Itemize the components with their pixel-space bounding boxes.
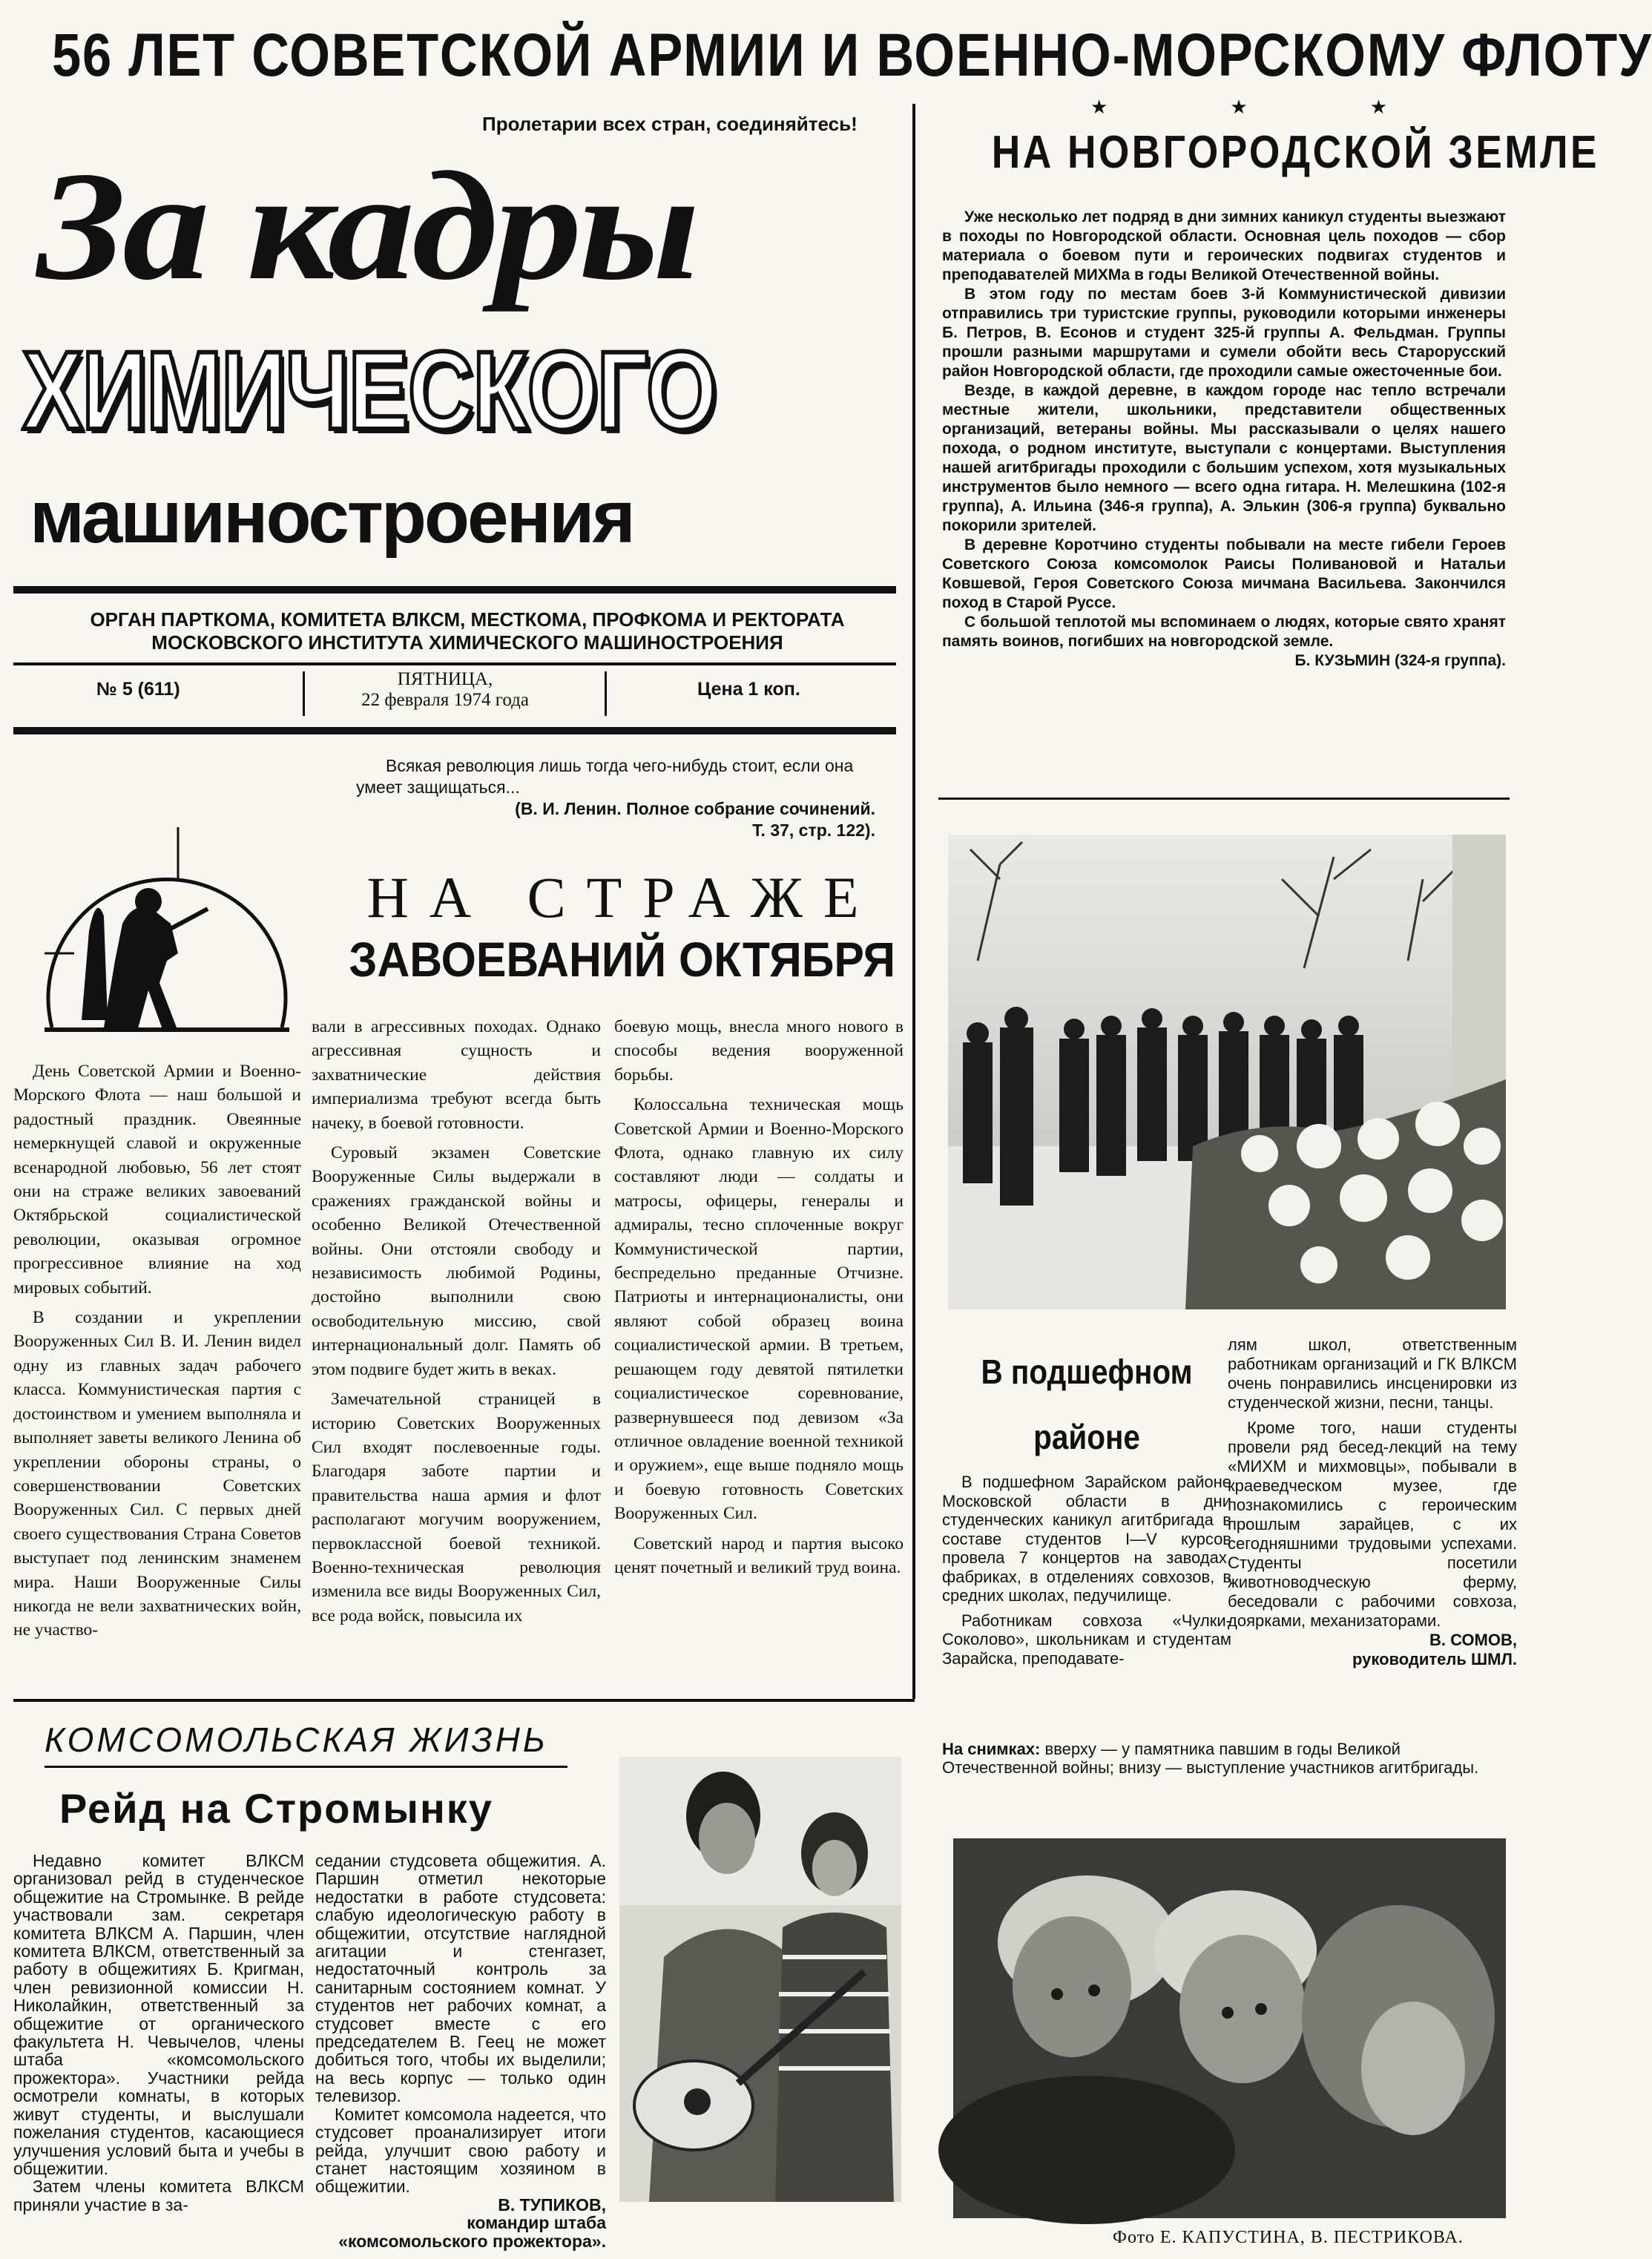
masthead-line2: ХИМИЧЕСКОГО (22, 328, 717, 453)
novgorod-p3: Везде, в каждой деревне, в каждом городе нас тепло встречали местные жители, школьники, представители общественных организаций, ветераны войны. Мы рассказывали о целях нашего похода, о родном институте, выступали с концертами. Выступления нашей агитбригады проходили с большим успехом, хотя музыкальных инструментов было немного — всего одна гитара. Н. Мелешкина (102-я группа), А. Ильина (346-я группа), А. Элькин (306-я группа) буквально покорили зрителей. (942, 382, 1506, 534)
patronage-col2 (1228, 1335, 1517, 1669)
komsomol-col1 (13, 1852, 304, 2214)
anniversary-banner: 56 ЛЕТ СОВЕТСКОЙ АРМИИ И ВОЕННО-МОРСКОМУ ФЛОТУ (52, 22, 1652, 89)
patronage-col1 (942, 1473, 1231, 1668)
rubric-underline (45, 1766, 567, 1768)
novgorod-p2: В этом году по местам боев 3-й Коммунистической дивизии отправились три туристские группы, руководили которыми инженеры Б. Петров, В. Есонов и студент 325-й группы А. Фельдман. Группы прошли разными маршрутами и сумели обойти весь Старорусский район Новгородской области, где проходили самые ожесточенные бои. (942, 286, 1506, 380)
main-col1-p1: День Советской Армии и Военно-Морского Флота — наш большой и радостный праздник. Овеянные немеркнущей славой и окруженные всенародной любовью, 56 лет стоят они на страже великих завоеваний Октябрьской социалистической революции, оказывая огромное прогрессивное влияние на ход мировых событий. (13, 1062, 301, 1298)
novgorod-p4: В деревне Коротчино студенты побывали на месте гибели Героев Советского Союза комсомолок Раисы Поливановой и Натальи Ковшевой, Героя Советского Союза мичмана Васильева. Закончился поход в Старой Руссе. (942, 536, 1506, 611)
main-col1-p2: В создании и укреплении Вооруженных Сил В. И. Ленин видел одну из главных задач рабочего класса. Коммунистическая партия с достоинством и умением выполняла и выполняет заветы великого Ленина об укреплении обороны страны, о совершенствовании Советских Вооруженных Сил. С первых дней своего существования Страна Советов выступает под ленинским знаменем мира. Наши Вооруженные Силы никогда не вели захватнических войн, не участво- (13, 1308, 301, 1640)
main-col3-p3: Советский народ и партия высоко ценят почетный и великий труд воина. (614, 1533, 904, 1577)
main-headline-2: ЗАВОЕВАНИЙ ОКТЯБРЯ (349, 932, 896, 987)
novgorod-signature: Б. КУЗЬМИН (324-я группа). (1294, 652, 1506, 669)
star-icon: ★ (1230, 96, 1248, 118)
epigraph-source1: (В. И. Ленин. Полное собрание сочинений. (515, 799, 875, 818)
page-column-rule (912, 104, 915, 1699)
photo-credit: Фото Е. КАПУСТИНА, В. ПЕСТРИКОВА. (1113, 2228, 1464, 2247)
komsomol-headline: Рейд на Стромынку (59, 1785, 493, 1832)
epigraph-text: Всякая революция лишь тогда чего-нибудь стоит, если она умеет защищаться... (356, 756, 854, 797)
novgorod-p1: Уже несколько лет подряд в дни зимних каникул студенты выезжают в походы по Новгородской области. Основная цель походов — сбор материала о боевом пути и героических подвигах студентов и преподавателей МИХМа в годы Великой Отечественной войны. (942, 208, 1506, 283)
komsomol-signature2: командир штаба «комсомольского прожектора». (338, 2213, 606, 2251)
guitar-players-photo (619, 1757, 901, 2202)
caption-text: вверху — у памятника павшим в годы Великой Отечественной войны; внизу — выступление участников агитбригады. (942, 1740, 1479, 1777)
novgorod-headline: НА НОВГОРОДСКОЙ ЗЕМЛЕ (991, 127, 1599, 178)
photo-caption (942, 1740, 1513, 1777)
issue-number: № 5 (611) (96, 679, 180, 700)
lenin-epigraph (356, 755, 875, 841)
children-photo (953, 1838, 1506, 2218)
issue-rule-bottom (13, 727, 896, 734)
issue-rule-top (13, 662, 896, 665)
komsomol-col2-p2: Комитет комсомола надеется, что студсовет проанализирует итоги рейда, улучшит свою работу и станет настоящим хозяином в общежитии. (315, 2104, 606, 2197)
patronage-col2-p2: Кроме того, наши студенты провели ряд бесед-лекций на тему «МИХМ и михмовцы», побывали в краеведческом музее, где познакомились с героическим прошлым зарайцев, с их сегодняшними трудовыми успехами. Студенты посетили животноводческую ферму, беседовали с рабочими совхоза, доярками, механизаторами. (1228, 1418, 1517, 1630)
headline-stars (1090, 96, 1387, 119)
organ-line2: МОСКОВСКОГО ИНСТИТУТА ХИМИЧЕСКОГО МАШИНОСТРОЕНИЯ (151, 631, 783, 654)
star-icon: ★ (1090, 96, 1108, 118)
main-headline-1: НА СТРАЖЕ (366, 865, 880, 930)
issue-date-text: 22 февраля 1974 года (361, 690, 529, 710)
right-divider (938, 798, 1510, 800)
patronage-col1-p2: Работникам совхоза «Чулки-Соколово», школьникам и студентам Зарайска, преподавате- (942, 1611, 1231, 1668)
main-col2-p1: вали в агрессивных походах. Однако агрессивная сущность и захватнические действия империализма требуют всегда быть начеку, в боевой готовности. (312, 1017, 601, 1133)
caption-label: На снимках: (942, 1740, 1041, 1758)
bottom-section-rule (13, 1699, 915, 1702)
slogan: Пролетарии всех стран, соединяйтесь! (482, 113, 858, 135)
epigraph-source2: Т. 37, стр. 122). (752, 821, 875, 840)
issue-date (312, 669, 579, 711)
komsomol-signature1: В. ТУПИКОВ, (498, 2194, 606, 2214)
patronage-signature2: руководитель ШМЛ. (1352, 1650, 1517, 1668)
main-col3-p2: Колоссальна техническая мощь Советской Армии и Военно-Морского Флота, однако главную их силу составляют люди — солдаты и матросы, офицеры, генералы и адмиралы, тесно сплоченные вокруг Коммунистической партии, беспредельно преданные Отчизне. Патриоты и интернационалисты, они являют собой образец воина социалистической армии. В третьем, решающем году девятой пятилетки социалистическое соревнование, развернувшееся под девизом «За отличное овладение военной техникой и оружием», еще выше подняло мощь и боевую готовность Советских Вооруженных Сил. (614, 1095, 904, 1524)
novgorod-article (942, 208, 1506, 671)
komsomol-col1-p1: Недавно комитет ВЛКСМ организовал рейд в студенческое общежитие на Стромынке. В рейде участвовали зам. секретаря комитета ВЛКСМ А. Паршин, член комитета ВЛКСМ, ответственный за работу в общежитиях Б. Кригман, член ревизионной комиссии Н. Николайкин, ответственный за общежитие от органического факультета Н. Чевычелов, члены штаба «комсомольского прожектора». Участники рейда осмотрели комнаты, в которых живут студенты, и выслушали пожелания студентов, касающиеся улучшения условий быта и учебы в общежитии. (13, 1851, 304, 2178)
issue-weekday: ПЯТНИЦА, (397, 669, 493, 689)
komsomol-rubric: КОМСОМОЛЬСКАЯ ЖИЗНЬ (45, 1720, 548, 1759)
main-article-col1 (13, 1059, 301, 1643)
patronage-signature1: В. СОМОВ, (1429, 1631, 1517, 1649)
masthead-line1: За кадры (37, 140, 697, 312)
issue-divider-2 (605, 671, 607, 716)
issue-price: Цена 1 коп. (697, 679, 800, 700)
soldier-emblem (30, 812, 304, 1035)
patronage-col1-p1: В подшефном Зарайском районе Московской области в дни студенческих каникул агитбригада в составе студентов I—V курсов провела 7 концертов на заводах, фабриках, в отделениях совхозов, в средних школах, педучилище. (942, 1473, 1231, 1605)
main-col2-p2: Суровый экзамен Советские Вооруженные Силы выдержали в сражениях гражданской войны и особенно Великой Отечественной войны. Они отстояли свободу и независимость любимой Родины, достойно выполнили свою освободительную миссию, свой интернациональный долг. Память об этом подвиге будет жить в веках. (312, 1143, 601, 1379)
issue-divider-1 (303, 671, 305, 716)
komsomol-col1-p2: Затем члены комитета ВЛКСМ приняли участие в за- (13, 2177, 304, 2214)
organ-line1: ОРГАН ПАРТКОМА, КОМИТЕТА ВЛКСМ, МЕСТКОМА, ПРОФКОМА И РЕКТОРАТА (90, 608, 845, 631)
star-icon: ★ (1369, 96, 1387, 118)
komsomol-col2-p1: седании студсовета общежития. А. Паршин отметил некоторые недостатки в работе студсовета: слабую идеологическую работу в общежитии, отсутствие наглядной агитации и стенгазет, недостаточный контроль за санитарным состоянием комнат. У студентов нет рабочих комнат, а студсовет вместе с его председателем В. Геец не может добиться того, чтобы их выделили; на весь корпус — только один телевизор. (315, 1851, 606, 2106)
main-article-col3 (614, 1015, 904, 1579)
komsomol-col2 (315, 1852, 606, 2250)
patronage-col2-p1: лям школ, ответственным работникам организаций и ГК ВЛКСМ очень понравились инсценировки из студенческой жизни, песни, танцы. (1228, 1335, 1517, 1412)
main-col3-p1: боевую мощь, внесла много нового в способы ведения вооруженной борьбы. (614, 1017, 904, 1085)
novgorod-p5: С большой теплотой мы вспоминаем о людях, которые свято хранят память воинов, погибших на новгородской земле. (942, 614, 1506, 650)
memorial-photo (948, 835, 1506, 1309)
main-article-col2 (312, 1015, 601, 1628)
main-col2-p3: Замечательной страницей в историю Советских Вооруженных Сил входят послевоенные годы. Благодаря заботе партии и правительства наша армия и флот располагают могучим вооружением, первоклассной боевой техникой. Военно-техническая революция изменила все виды Вооруженных Сил, все рода войск, повысила их (312, 1390, 601, 1625)
organ-statement (45, 608, 890, 654)
masthead-rule (13, 586, 896, 593)
masthead-line3: машиностроения (30, 476, 634, 559)
patronage-headline: В подшефном районе (981, 1352, 1193, 1456)
